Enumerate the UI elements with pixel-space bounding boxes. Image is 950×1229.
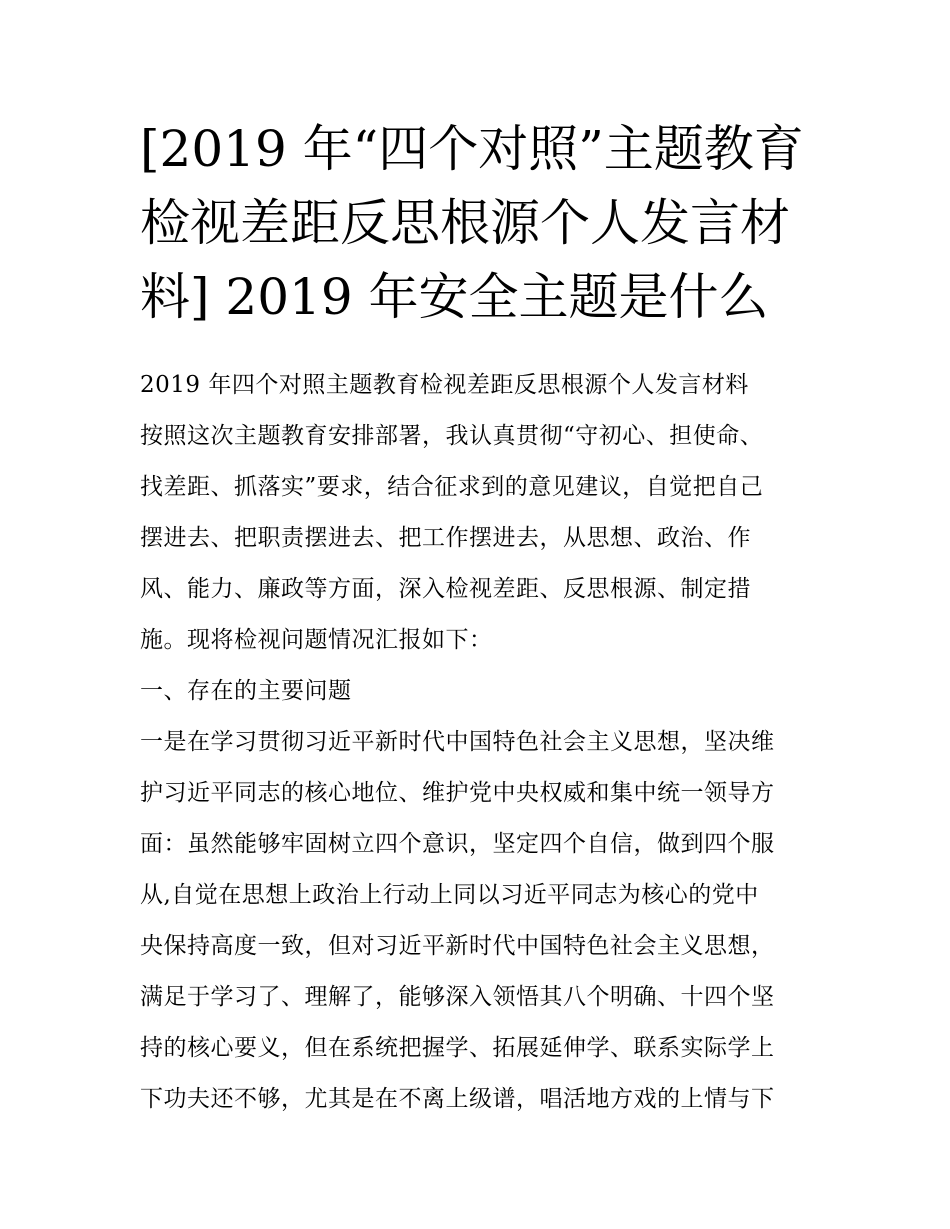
section-heading: 一、存在的主要问题 [140, 678, 352, 704]
body-line-13: 满足于学习了、理解了，能够深入领悟其八个明确、十四个坚 [140, 984, 775, 1010]
body-line-3: 找差距、抓落实”要求，结合征求到的意见建议，自觉把自己 [140, 474, 764, 500]
title-line-3: 料] 2019 年安全主题是什么 [140, 268, 769, 326]
title-line-1: [2019 年“四个对照”主题教育 [140, 120, 804, 178]
body-line-15: 下功夫还不够，尤其是在不离上级谱，唱活地方戏的上情与下 [140, 1086, 775, 1112]
body-line-9: 护习近平同志的核心地位、维护党中央权威和集中统一领导方 [140, 780, 775, 806]
body-line-8: 一是在学习贯彻习近平新时代中国特色社会主义思想，坚决维 [140, 729, 775, 755]
body-line-4: 摆进去、把职责摆进去、把工作摆进去，从思想、政治、作 [140, 525, 751, 551]
body-line-1: 2019 年四个对照主题教育检视差距反思根源个人发言材料 [140, 372, 749, 398]
body-line-14: 持的核心要义，但在系统把握学、拓展延伸学、联系实际学上 [140, 1035, 775, 1061]
body-line-11: 从,自觉在思想上政治上行动上同以习近平同志为核心的党中 [140, 882, 759, 908]
body-line-10: 面：虽然能够牢固树立四个意识，坚定四个自信，做到四个服 [140, 831, 775, 857]
document-title [140, 112, 820, 334]
body-line-6: 施。现将检视问题情况汇报如下： [140, 627, 493, 653]
title-line-2: 检视差距反思根源个人发言材 [140, 194, 790, 252]
document-body [140, 360, 830, 1125]
body-line-5: 风、能力、廉政等方面，深入检视差距、反思根源、制定措 [140, 576, 751, 602]
body-line-2: 按照这次主题教育安排部署，我认真贯彻“守初心、担使命、 [140, 423, 764, 449]
body-line-12: 央保持高度一致，但对习近平新时代中国特色社会主义思想， [140, 933, 775, 959]
